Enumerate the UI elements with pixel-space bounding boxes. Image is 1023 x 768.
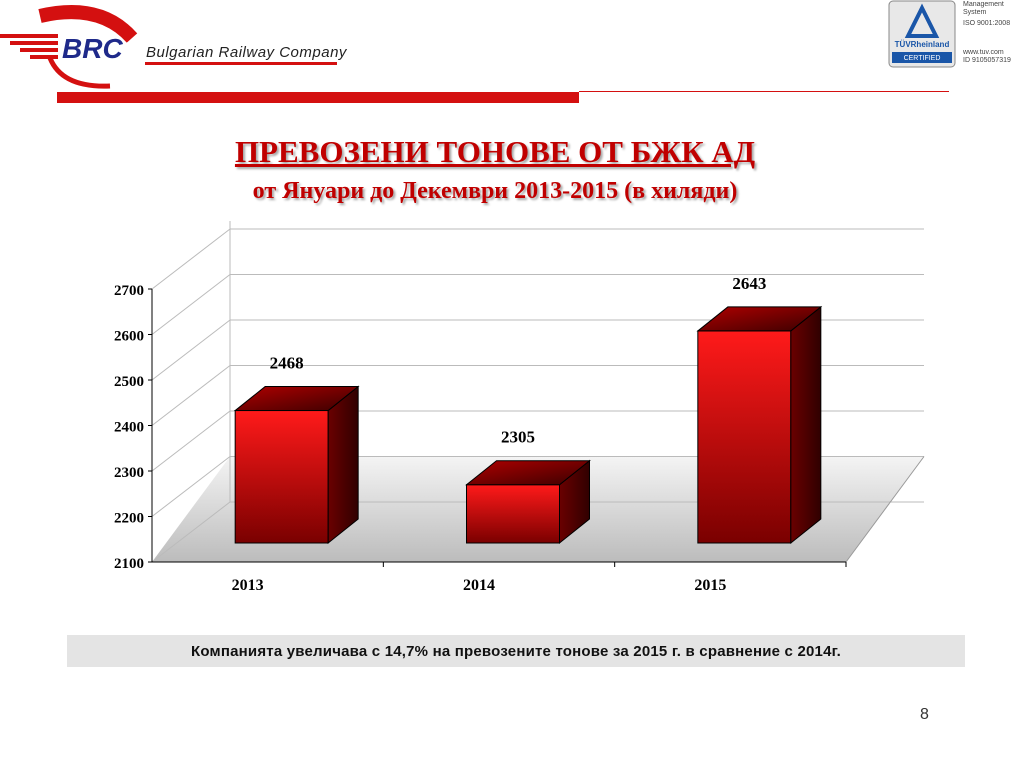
slide-subtitle: от Януари до Декември 2013-2015 (в хиляди) xyxy=(252,178,738,204)
data-label: 2643 xyxy=(732,273,767,293)
cert-www: www.tuv.com xyxy=(963,49,1004,56)
slide-title: ПРЕВОЗЕНИ ТОНОВЕ ОТ БЖК АД xyxy=(234,134,756,169)
bar-front xyxy=(698,331,791,543)
logo-text: BRC xyxy=(62,33,123,64)
y-tick-label: 2600 xyxy=(114,328,144,345)
y-tick-label: 2400 xyxy=(114,419,144,436)
y-tick-label: 2700 xyxy=(114,283,144,299)
x-tick-label: 2015 xyxy=(694,577,727,594)
data-label: 2305 xyxy=(501,427,535,447)
badge-top-text: TÜVRheinland xyxy=(894,40,950,49)
page-number: 8 xyxy=(920,706,929,723)
bar-side xyxy=(791,307,821,543)
bar-front xyxy=(235,411,328,543)
gridline-diagonal xyxy=(152,366,230,426)
badge-bottom-text: CERTIFIED xyxy=(903,55,941,62)
gridline-diagonal xyxy=(152,320,230,380)
gridline-diagonal xyxy=(152,275,230,335)
cert-management: Management System xyxy=(963,1,1004,16)
cert-iso: ISO 9001:2008 xyxy=(963,20,1011,27)
y-tick-label: 2500 xyxy=(114,374,144,390)
y-tick-label: 2100 xyxy=(114,556,144,572)
cert-id: ID 9105057319 xyxy=(963,57,1011,64)
bar-front xyxy=(467,485,560,543)
bar-side xyxy=(328,387,358,543)
chart-bars xyxy=(235,307,821,543)
x-tick-label: 2014 xyxy=(463,577,495,594)
y-tick-label: 2300 xyxy=(114,465,144,481)
company-name: Bulgarian Railway Company xyxy=(146,44,347,61)
x-tick-label: 2013 xyxy=(231,577,264,594)
y-tick-label: 2200 xyxy=(114,510,144,527)
gridline-diagonal xyxy=(152,229,230,289)
data-label: 2468 xyxy=(269,353,304,373)
summary-note: Компанията увеличава с 14,7% на превозените тонове за 2015 г. в сравнение с 2014г. xyxy=(67,635,965,667)
gridline-diagonal xyxy=(152,411,230,471)
